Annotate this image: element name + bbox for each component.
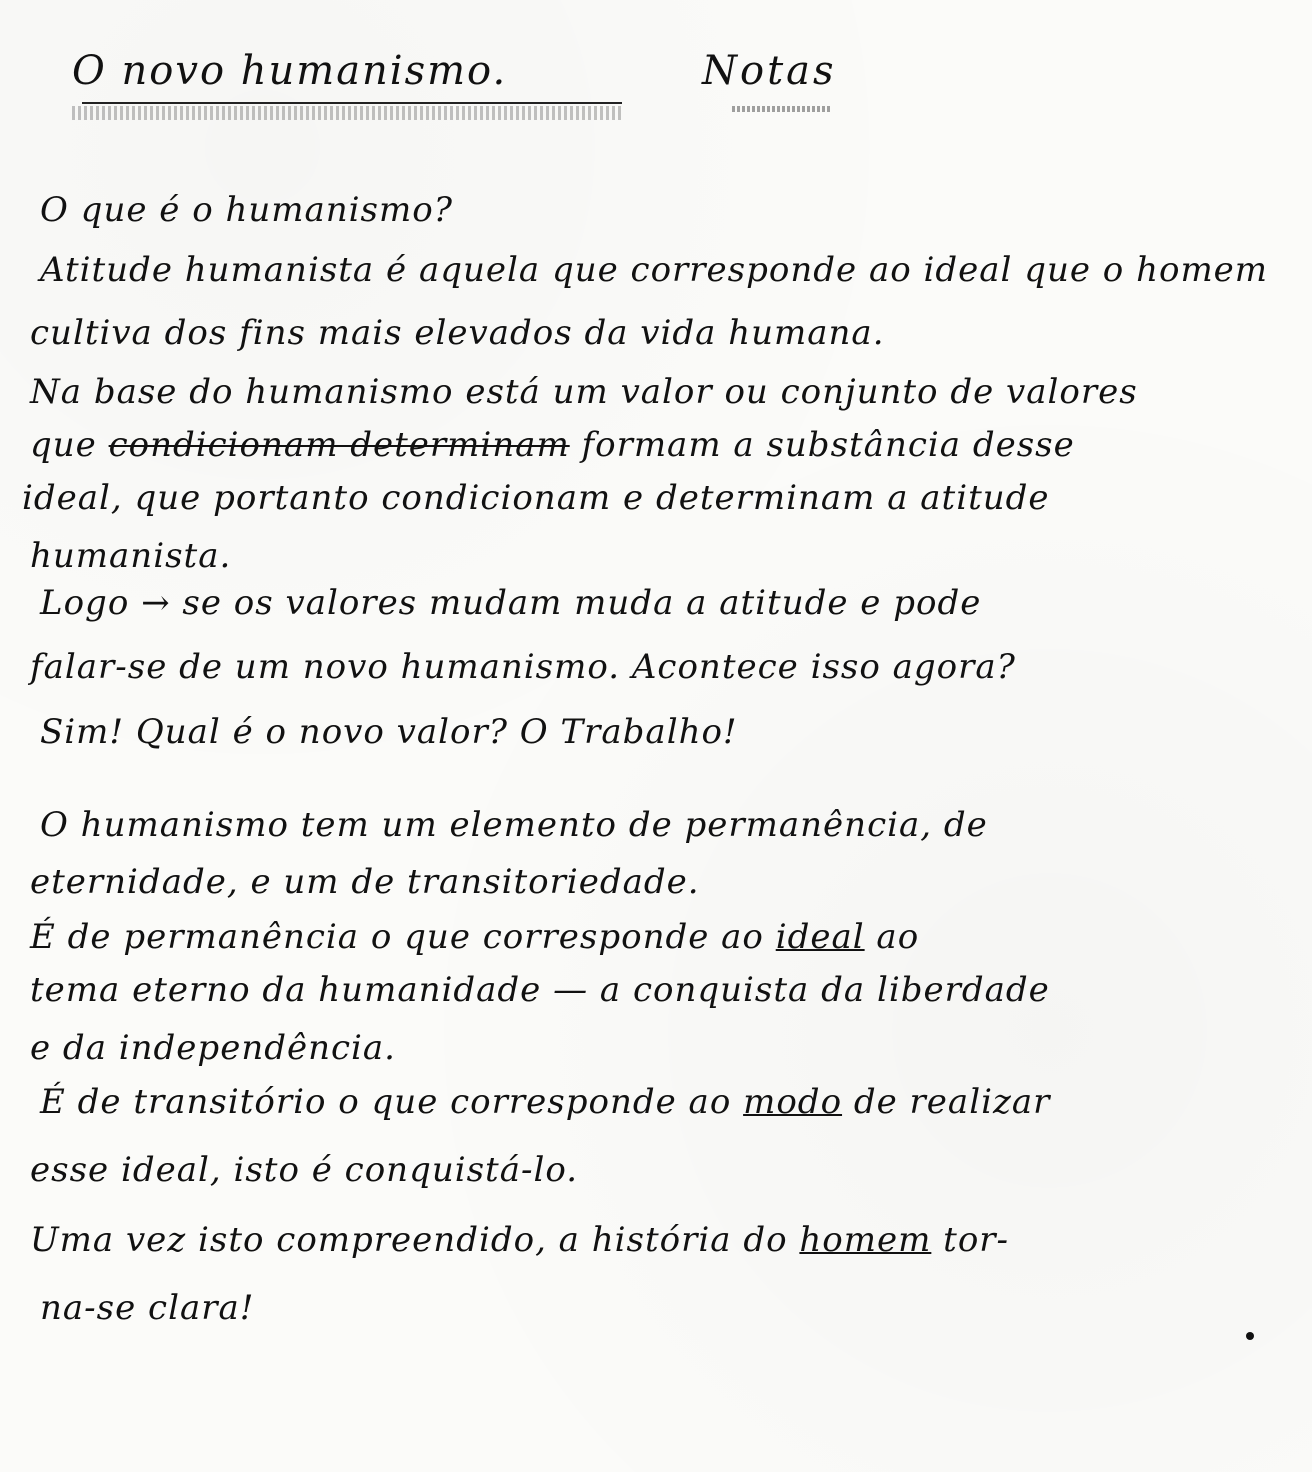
notes-label: Notas bbox=[702, 48, 837, 94]
note-line: na-se clara! bbox=[40, 1288, 255, 1328]
note-line: Na base do humanismo está um valor ou conjunto de valores bbox=[30, 372, 1138, 412]
underlined-modo: modo bbox=[743, 1082, 843, 1122]
underlined-ideal: ideal bbox=[775, 917, 865, 957]
note-line: humanista. bbox=[30, 536, 232, 576]
note-line: Sim! Qual é o novo valor? O Trabalho! bbox=[40, 712, 738, 752]
line-start: Uma vez isto compreendido, a história do bbox=[30, 1220, 800, 1260]
note-line: O que é o humanismo? bbox=[40, 190, 453, 230]
ink-dot bbox=[1246, 1332, 1254, 1340]
line-end: formam a substância desse bbox=[569, 425, 1075, 465]
note-line: Logo → se os valores mudam muda a atitude e pode bbox=[40, 583, 982, 623]
line-start: É de permanência o que corresponde ao bbox=[30, 917, 776, 957]
note-line bbox=[30, 1220, 1009, 1260]
title-row bbox=[72, 40, 972, 120]
note-line: Atitude humanista é aquela que corresponde ao ideal que o homem bbox=[40, 250, 1269, 290]
note-line: O humanismo tem um elemento de permanência, de bbox=[40, 805, 988, 845]
title-underline bbox=[82, 102, 622, 104]
note-line bbox=[40, 1082, 1050, 1122]
notes-underline bbox=[732, 106, 832, 112]
note-line bbox=[30, 917, 919, 957]
note-line: ideal, que portanto condicionam e determinam a atitude bbox=[22, 478, 1050, 518]
line-start: É de transitório o que corresponde ao bbox=[40, 1082, 744, 1122]
note-line: falar-se de um novo humanismo. Acontece isso agora? bbox=[30, 647, 1016, 687]
line-end: tor- bbox=[931, 1220, 1010, 1260]
note-line: eternidade, e um de transitoriedade. bbox=[30, 862, 700, 902]
note-line: cultiva dos fins mais elevados da vida humana. bbox=[30, 313, 885, 353]
title-shading bbox=[72, 106, 622, 120]
underlined-homem: homem bbox=[799, 1220, 932, 1260]
line-start: que bbox=[30, 425, 109, 465]
note-line: e da independência. bbox=[30, 1028, 396, 1068]
note-line: esse ideal, isto é conquistá-lo. bbox=[30, 1150, 579, 1190]
page-title: O novo humanismo. bbox=[72, 48, 508, 94]
line-end: ao bbox=[864, 917, 920, 957]
strikeout-text: condicionam determinam bbox=[108, 425, 570, 465]
line-end: de realizar bbox=[842, 1082, 1051, 1122]
note-line: tema eterno da humanidade — a conquista da liberdade bbox=[30, 970, 1050, 1010]
note-line bbox=[30, 425, 1075, 465]
